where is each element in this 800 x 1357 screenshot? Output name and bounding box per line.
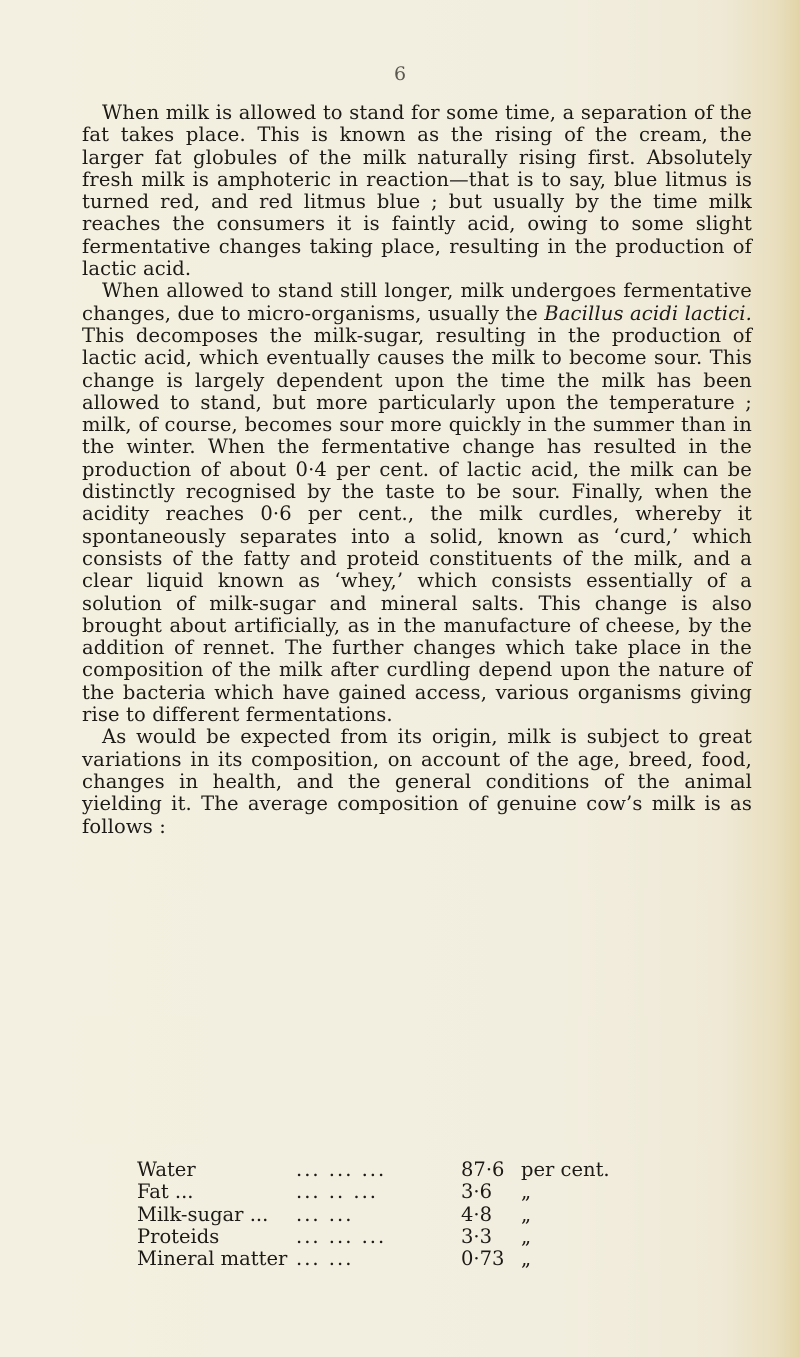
paragraph-cream-separation: When milk is allowed to stand for some time, a separation of the fat takes place. This is known as the rising of the cream, the larger fat globules of the milk naturally rising first. Absolutely fresh milk is amphoteric in reaction—that is to say, blue litmus is turned red, and red litmus blue ; but usually by the time milk reaches the consumers it is faintly acid, owing to some slight fermentative changes taking place, resulting in the production of lactic acid.: [82, 101, 752, 281]
paragraph-composition-intro: As would be expected from its origin, milk is subject to great variations in its composition, on account of the age, breed, food, changes in health, and the general conditions of the animal yielding it. The average composition of genuine cow’s milk is as follows :: [82, 725, 752, 838]
paragraph-fermentation-rest: This decomposes the milk-sugar, resulting in the production of lactic acid, which eventually causes the milk to become sour. This change is largely dependent upon the time the milk has been allowed to stand, but more particularly upon the temperature ; milk, of course, becomes sour more quickly in the summer than in the winter. When the fermentative change has resulted in the production of about 0·4 per cent. of lactic acid, the milk can be distinctly recognised by the taste to be sour. Finally, when the acidity reaches 0·6 per cent., the milk curdles, whereby it spontaneously separates into a solid, known as ‘curd,’ which consists of the fatty and proteid constituents of the milk, and a clear liquid known as ‘whey,’ which consists essentially of a solution of milk-sugar and mineral salts. This change is also brought about artificially, as in the manufacture of cheese, by the addition of rennet. The further changes which take place in the composition of the milk after curdling depend upon the nature of the bacteria which have gained access, various organisms giving rise to different fermentations.: [82, 323, 752, 727]
table-row: [137, 1159, 610, 1181]
leader-dots: ... ...: [296, 1202, 354, 1226]
component-value: 3·6: [461, 1180, 493, 1204]
page-number: 6: [393, 63, 407, 85]
body-text: [82, 102, 752, 838]
component-value: 87·6: [461, 1158, 505, 1181]
paragraph-fermentation-lead: When allowed to stand still longer, milk undergoes fermentative changes, due to micro-organisms, usually the: [82, 279, 752, 325]
component-unit: „: [521, 1224, 532, 1248]
component-unit: „: [521, 1180, 532, 1204]
component-label: Fat ...: [137, 1180, 194, 1204]
leader-dots: ... ...: [296, 1247, 354, 1271]
component-unit: „: [521, 1247, 532, 1271]
table-row: [137, 1181, 610, 1203]
component-label: Milk-sugar ...: [137, 1202, 269, 1226]
leader-dots: ... ... ...: [296, 1224, 387, 1248]
table-row: [137, 1248, 610, 1270]
table-row: [137, 1226, 610, 1248]
component-label: Mineral matter: [137, 1247, 288, 1271]
component-value: 0·73: [461, 1247, 505, 1271]
paragraph-fermentation: [82, 280, 752, 726]
component-label: Water: [137, 1158, 196, 1181]
milk-composition-table: [137, 1159, 610, 1270]
leader-dots: ... ... ...: [296, 1158, 387, 1181]
component-unit: „: [521, 1202, 532, 1226]
component-value: 4·8: [461, 1202, 493, 1226]
component-unit: per cent.: [521, 1158, 610, 1181]
table-row: [137, 1204, 610, 1226]
leader-dots: ... .. ...: [296, 1180, 378, 1204]
component-value: 3·3: [461, 1224, 493, 1248]
component-label: Proteids: [137, 1224, 220, 1248]
bacillus-name: Bacillus acidi lactici.: [544, 301, 752, 325]
